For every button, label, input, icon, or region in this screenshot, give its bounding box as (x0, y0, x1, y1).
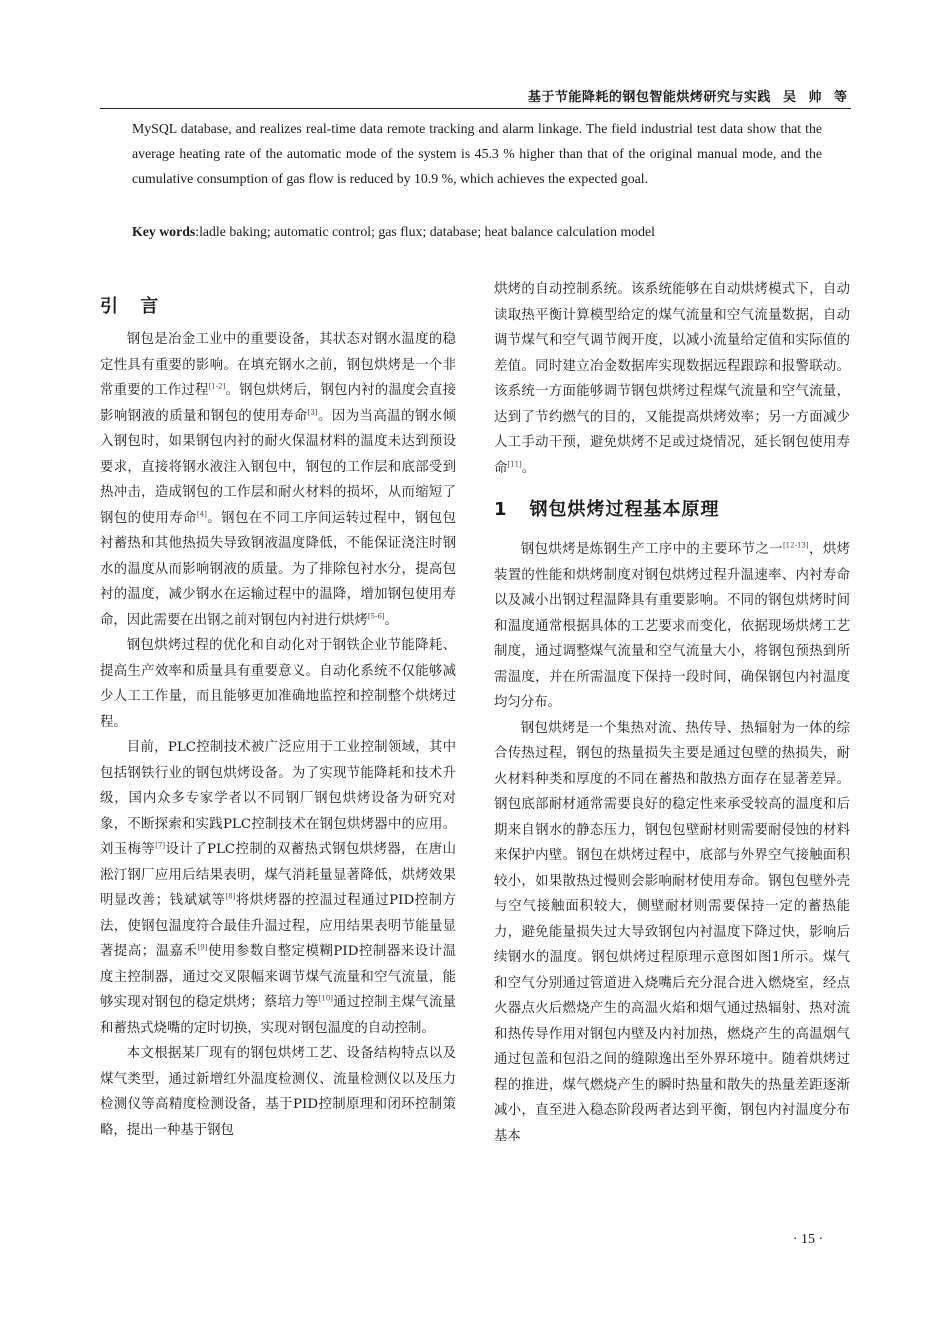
section-number: 1 (494, 499, 508, 520)
header-rule (100, 108, 851, 109)
citation: [1-2] (208, 382, 226, 391)
intro-paragraph-2: 钢包烘烤过程的优化和自动化对于钢铁企业节能降耗、提高生产效率和质量具有重要意义。自动化系统不仅能够减少人工工作量，而且能够更加准确地监控和控制整个烘烤过程。 (100, 638, 456, 730)
right-column (494, 277, 850, 1149)
citation: [8] (225, 892, 236, 901)
citation: [3] (307, 408, 318, 417)
citation: [7] (155, 841, 166, 850)
section-1-paragraph-2: 钢包烘烤是一个集热对流、热传导、热辐射为一体的综合传热过程，钢包的热量损失主要是通过包壁的热损失，耐火材料种类和厚度的不同在蓄热和散热方面存在显著差异。钢包底部耐材通常需要良好的稳定性来承受较高的温度和后期来自钢水的静态压力，钢包包壁耐材则需要耐侵蚀的材料来保护内壁。钢包在烘烤过程中，底部与外界空气接触面积较小，如果散热过慢则会影响耐材使用寿命。钢包包壁外壳与空气接触面积较大，侧壁耐材则需要保持一定的蓄热能力，避免能量损失过大导致钢包内衬温度下降过快，影响后续钢水的温度。钢包烘烤过程原理示意图如图1所示。煤气和空气分别通过管道进入烧嘴后充分混合进入燃烧室，经点火器点火后燃烧产生的高温火焰和烟气通过热辐射、热对流和热传导作用对钢包内壁及内衬加热，燃烧产生的高温烟气通过包盖和包沿之间的缝隙逸出至外界环境中。随着烘烤过程的推进，煤气燃烧产生的瞬时热量和散失的热量差距逐渐减小，直至进入稳态阶段两者达到平衡，钢包内衬温度分布基本 (494, 720, 850, 1144)
running-head-title: 基于节能降耗的钢包智能烘烤研究与实践 (527, 90, 771, 105)
citation: [4] (196, 510, 207, 519)
section-1-heading (494, 495, 850, 525)
citation: [11] (507, 460, 522, 469)
section-1-paragraph-1: 钢包烘烤是炼钢生产工序中的主要环节之一[12-13]，烘烤装置的性能和烘烤制度对钢包烘烤过程升温速率、内衬寿命以及减小出钢过程温降具有重要影响。不同的钢包烘烤时间和温度通常根据具体的工艺要求而变化，依据现场烘烤工艺制度，通过调整煤气流量和空气流量大小，将钢包预热到所需温度，并在所需温度下保持一段时间，确保钢包内衬温度均匀分布。 (494, 541, 851, 710)
abstract-text: MySQL database, and realizes real-time data remote tracking and alarm linkage. The field industrial test data show that the average heating rate of the automatic mode of the system is 45.3 % higher than that of the original manual mode, and the cumulative consumption of gas flow is reduced by 10.9 %, which achieves the expected goal. (132, 121, 822, 186)
citation: [10] (318, 994, 334, 1003)
section-title: 钢包烘烤过程基本原理 (529, 499, 720, 520)
abstract-continuation (132, 116, 822, 191)
running-head (100, 86, 851, 105)
intro-heading: 引 言 (100, 296, 167, 317)
citation: [9] (197, 943, 208, 952)
intro-paragraph-4: 本文根据某厂现有的钢包烘烤工艺、设备结构特点以及煤气类型，通过新增红外温度检测仪、流量检测仪以及压力检测仪等高精度检测设备，基于PID控制原理和闭环控制策略，提出一种基于钢包 (100, 1046, 456, 1138)
keywords (132, 224, 832, 240)
citation: [12-13] (782, 541, 809, 550)
keywords-label: Key words (132, 224, 196, 239)
left-column (100, 277, 456, 1143)
intro-continuation: 烘烤的自动控制系统。该系统能够在自动烘烤模式下，自动读取热平衡计算模型给定的煤气流量和空气流量数据，自动调节煤气和空气调节阀开度，以减小流量给定值和实际值的差值。同时建立冶金数据库实现数据远程跟踪和报警联动。该系统一方面能够调节钢包烘烤过程煤气流量和空气流量，达到了节约燃气的目的，又能提高烘烤效率；另一方面减少人工手动干预，避免烘烤不足或过烧情况，延长钢包使用寿命[11]。 (494, 282, 850, 476)
keywords-text: :ladle baking; automatic control; gas flux; database; heat balance calculation model (195, 224, 655, 239)
running-head-authors: 吴 帅 等 (782, 90, 851, 105)
intro-paragraph-3: 目前，PLC控制技术被广泛应用于工业控制领域，其中包括钢铁行业的钢包烘烤设备。为了实现节能降耗和技术升级，国内众多专家学者以不同钢厂钢包烘烤设备为研究对象，不断探索和实践PLC控制技术在钢包烘烤器中的应用。刘玉梅等[7]设计了PLC控制的双蓄热式钢包烘烤器，在唐山淞汀钢厂应用后结果表明，煤气消耗量显著降低，烘烤效果明显改善；钱斌斌等[8]将烘烤器的控温过程通过PID控制方法，使钢包温度符合最佳升温过程，应用结果表明节能量显著提高；温嘉禾[9]使用参数自整定模糊PID控制器来设计温度主控制器，通过交叉限幅来调节煤气流量和空气流量，能够实现对钢包的稳定烘烤；蔡培力等[10]通过控制主煤气流量和蓄热式烧嘴的定时切换，实现对钢包温度的自动控制。 (100, 740, 457, 1036)
page-number: · 15 · (792, 1232, 824, 1247)
intro-paragraph-1: 钢包是冶金工业中的重要设备，其状态对钢水温度的稳定性具有重要的影响。在填充钢水之前，钢包烘烤是一个非常重要的工作过程[1-2]。钢包烘烤后，钢包内衬的温度会直接影响钢液的质量和钢包的使用寿命[3]。因为当高温的钢水倾入钢包时，如果钢包内衬的耐火保温材料的温度未达到预设要求，直接将钢水液注入钢包中，钢包的工作层和底部受到热冲击，造成钢包的工作层和耐火材料的损坏，从而缩短了钢包的使用寿命[4]。钢包在不同工序间运转过程中，钢包包衬蓄热和其他热损失导致钢液温度降低，不能保证浇注时钢水的温度从而影响钢液的质量。为了排除包衬水分，提高包衬的温度，减少钢水在运输过程中的温降，增加钢包使用寿命，因此需要在出钢之前对钢包内衬进行烘烤[5-6]。 (100, 332, 457, 628)
citation: [5-6] (367, 612, 385, 621)
